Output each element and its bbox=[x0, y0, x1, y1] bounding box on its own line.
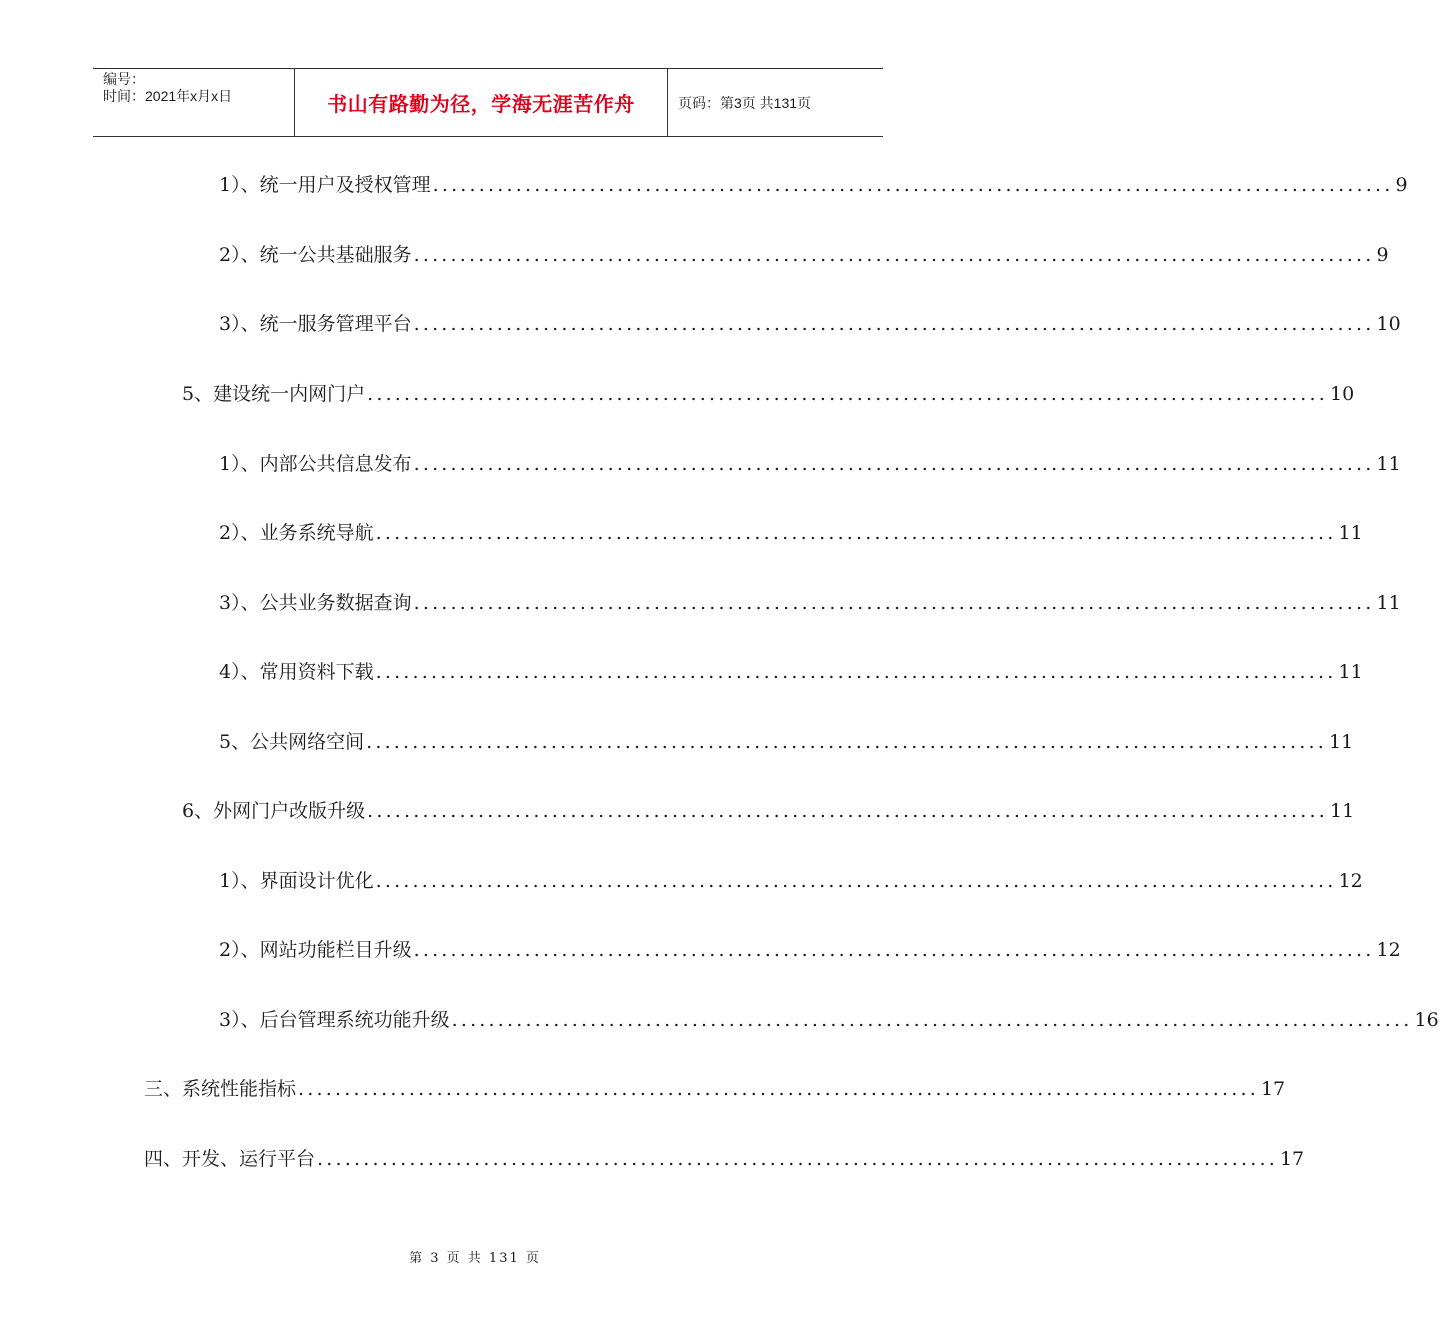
toc-leader-dots: ........................................................................................................ bbox=[375, 661, 1337, 683]
toc-leader-dots: ........................................................................................................ bbox=[366, 731, 1328, 753]
toc-entry-title: 三、系统性能指标 bbox=[144, 1078, 297, 1100]
toc-entry-page: 10 bbox=[1376, 313, 1401, 335]
toc-entry-title: 四、开发、运行平台 bbox=[144, 1148, 316, 1170]
toc-leader-dots: ........................................................................................................ bbox=[367, 800, 1329, 822]
page-info: 页码：第3页 共131页 bbox=[678, 94, 812, 111]
toc-entry-page: 12 bbox=[1338, 870, 1363, 892]
toc-entry[interactable] bbox=[219, 657, 1363, 685]
toc-entry[interactable] bbox=[219, 309, 1401, 337]
toc-entry-page: 11 bbox=[1338, 661, 1363, 683]
toc-entry[interactable] bbox=[219, 935, 1401, 963]
toc-entry-title: 1）、界面设计优化 bbox=[219, 870, 374, 892]
toc-entry-title: 2）、统一公共基础服务 bbox=[219, 244, 412, 266]
toc-leader-dots: ........................................................................................................ bbox=[298, 1078, 1259, 1100]
time-label: 时间：2021年x月x日 bbox=[103, 88, 233, 104]
toc-entry-title: 3）、后台管理系统功能升级 bbox=[219, 1009, 450, 1031]
toc-leader-dots: ........................................................................................................ bbox=[413, 592, 1375, 614]
toc-leader-dots: ........................................................................................................ bbox=[451, 1009, 1413, 1031]
toc-leader-dots: ........................................................................................................ bbox=[432, 174, 1394, 196]
toc-leader-dots: ........................................................................................................ bbox=[413, 939, 1375, 961]
toc-entry-page: 11 bbox=[1330, 800, 1355, 822]
toc-entry-title: 1）、统一用户及授权管理 bbox=[219, 174, 431, 196]
toc-entry-page: 11 bbox=[1376, 592, 1401, 614]
toc-leader-dots: ........................................................................................................ bbox=[375, 870, 1337, 892]
toc-entry[interactable] bbox=[219, 170, 1408, 198]
toc-entry-page: 10 bbox=[1330, 383, 1355, 405]
toc-entry[interactable] bbox=[219, 866, 1363, 894]
toc-entry[interactable] bbox=[219, 518, 1363, 546]
motto-text: 书山有路勤为径，学海无涯苦作舟 bbox=[327, 92, 635, 116]
toc-entry-page: 9 bbox=[1376, 244, 1389, 266]
header-motto-cell bbox=[295, 69, 668, 136]
number-label: 编号： bbox=[103, 71, 145, 87]
toc-entry-page: 11 bbox=[1329, 731, 1354, 753]
toc-entry-title: 2）、网站功能栏目升级 bbox=[219, 939, 412, 961]
toc-entry[interactable] bbox=[144, 1144, 1305, 1172]
toc-entry[interactable] bbox=[219, 588, 1401, 616]
toc-entry[interactable] bbox=[219, 727, 1354, 755]
toc-entry[interactable] bbox=[219, 240, 1389, 268]
toc-leader-dots: ........................................................................................................ bbox=[413, 313, 1375, 335]
toc-entry[interactable] bbox=[182, 379, 1355, 407]
toc-entry-title: 3）、公共业务数据查询 bbox=[219, 592, 412, 614]
toc-entry-title: 6、外网门户改版升级 bbox=[182, 800, 366, 822]
page-header bbox=[93, 68, 883, 137]
toc-entry-page: 9 bbox=[1395, 174, 1408, 196]
toc-leader-dots: ........................................................................................................ bbox=[413, 244, 1375, 266]
toc-leader-dots: ........................................................................................................ bbox=[413, 453, 1375, 475]
toc-leader-dots: ........................................................................................................ bbox=[367, 383, 1329, 405]
page-footer: 第 3 页 共 131 页 bbox=[409, 1251, 541, 1266]
toc-entry-title: 2）、业务系统导航 bbox=[219, 522, 374, 544]
toc-entry-title: 5、公共网络空间 bbox=[219, 731, 365, 753]
toc-entry[interactable] bbox=[219, 1005, 1439, 1033]
toc-entry-page: 17 bbox=[1260, 1078, 1286, 1100]
header-meta-cell bbox=[93, 69, 295, 136]
header-page-cell bbox=[668, 69, 883, 136]
toc-entry-title: 5、建设统一内网门户 bbox=[182, 383, 366, 405]
toc-entry-title: 1）、内部公共信息发布 bbox=[219, 453, 412, 475]
toc-entry[interactable] bbox=[144, 1074, 1286, 1102]
toc-leader-dots: ........................................................................................................ bbox=[317, 1148, 1278, 1170]
toc-entry-page: 17 bbox=[1279, 1148, 1305, 1170]
toc-entry-page: 16 bbox=[1414, 1009, 1439, 1031]
toc-entry-page: 11 bbox=[1376, 453, 1401, 475]
toc-leader-dots: ........................................................................................................ bbox=[375, 522, 1337, 544]
toc-entry[interactable] bbox=[219, 449, 1401, 477]
toc-entry-page: 12 bbox=[1376, 939, 1401, 961]
toc-entry[interactable] bbox=[182, 796, 1355, 824]
toc-entry-page: 11 bbox=[1338, 522, 1363, 544]
toc-entry-title: 4）、常用资料下载 bbox=[219, 661, 374, 683]
toc-entry-title: 3）、统一服务管理平台 bbox=[219, 313, 412, 335]
